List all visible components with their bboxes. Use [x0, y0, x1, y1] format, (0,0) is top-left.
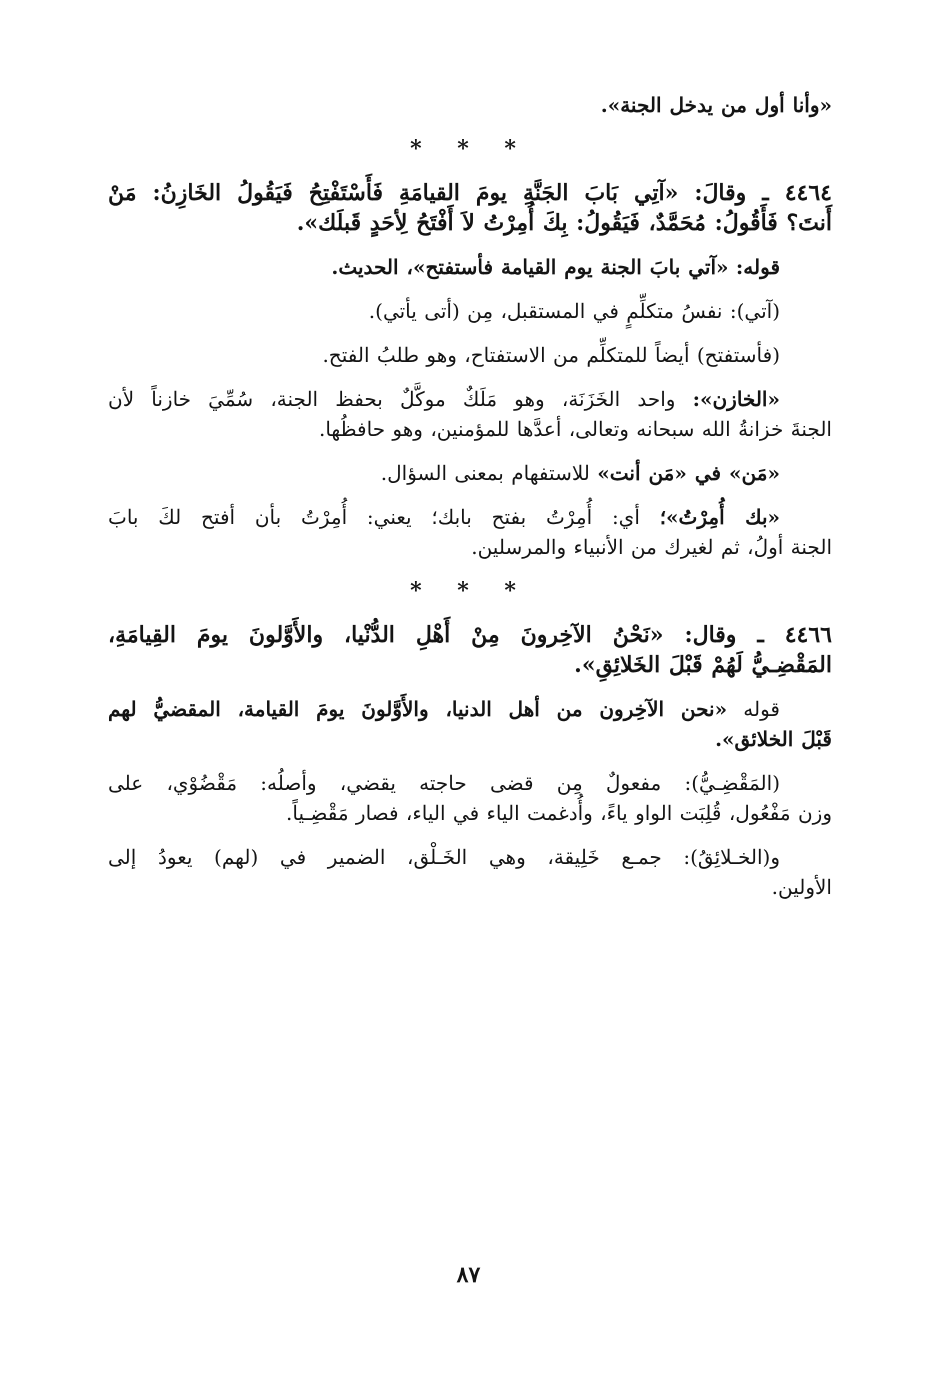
commentary-line: [108, 502, 832, 532]
commentary-paragraph: [108, 842, 832, 902]
commentary-paragraph: [108, 768, 832, 828]
section-separator: * * *: [410, 136, 530, 162]
commentary-line: الأولين.: [771, 875, 832, 899]
commentary-line: الجنة أولُ، ثم لغيرك من الأنبياء والمرسلين.: [471, 535, 832, 559]
commentary-label: قوله: [743, 697, 780, 721]
commentary-quote: «آتي بابَ الجنة يوم القيامة فأستفتح»، الحديث.: [331, 255, 729, 279]
commentary-line: الجنةَ خزانةُ الله سبحانه وتعالى، أعدَّها للمؤمنين، وهو حافظُها.: [318, 417, 832, 441]
commentary-label: «مَن» في «مَن أنت»: [597, 461, 780, 485]
commentary-paragraph: [108, 458, 832, 488]
commentary-paragraph: (آتي): نفسُ متكلِّمٍ في المستقبل، مِن (أتى يأتي).: [368, 299, 780, 323]
hadith-line: أَنتَ؟ فَأَقُولُ: مُحَمَّدٌ، فَيَقُولُ: بِكَ أُمِرْتُ لاَ أَفْتَحُ لِأحَدٍ قَبلَك».: [296, 210, 832, 236]
commentary-quote: «نحن الآخِرون من أهل الدنيا، والأَوَّلونَ يومَ القيامة، المقضيُّ لهم: [108, 697, 728, 721]
commentary-label: «الخازن»:: [692, 387, 780, 411]
commentary-line: [108, 384, 832, 414]
commentary-paragraph: [108, 252, 832, 282]
commentary-paragraph: [108, 694, 832, 754]
hadith-4466: [108, 620, 832, 680]
commentary-label: قوله:: [735, 255, 780, 279]
commentary-paragraph: [108, 384, 832, 444]
commentary-label: «بك أُمِرْتُ»؛: [659, 505, 781, 529]
hadith-line: ٤٤٦٤ ـ وقالَ: «آتِي بَابَ الجَنَّةِ يومَ القيامَةِ فَأَسْتَفْتِحُ فَيَقُولُ الخَازِنُ: مَنْ: [108, 180, 832, 206]
page-number: ٨٧: [456, 1262, 481, 1288]
commentary-line: و(الخـلائِقُ): جمـع خَلِيقة، وهي الخَـلْق، الضمير في (لهم) يعودُ إلى: [108, 845, 780, 869]
hadith-4464: [108, 178, 832, 238]
section-separator: * * *: [410, 578, 530, 604]
commentary-line: قَبْلَ الخلائق».: [715, 727, 832, 751]
commentary-text: أي: أُمِرْتُ بفتح بابك؛ يعني: أُمِرْتُ بأن أفتح لكَ بابَ: [108, 505, 640, 529]
hadith-line: المَقْضِـيُّ لَهُمْ قَبْلَ الخَلائِقِ».: [574, 652, 832, 678]
page-body: [108, 90, 832, 916]
commentary-text: للاستفهام بمعنى السؤال.: [380, 461, 590, 485]
opening-quote: «وأنا أول من يدخل الجنة».: [600, 93, 832, 117]
hadith-line: ٤٤٦٦ ـ وقال: «نَحْنُ الآخِرونَ مِنْ أَهْلِ الدُّنْيا، والأَوَّلونَ يومَ القِيامَةِ،: [108, 622, 832, 648]
commentary-line: (المَقْضِـيُّ): مفعولٌ مِن قضى حاجته يقضي، وأصلُه: مَقْضُوْي، على: [108, 771, 780, 795]
commentary-text: واحد الخَزَنَة، وهو مَلَكٌ موكَّلٌ بحفظ الجنة، سُمِّيَ خازناً لأن: [108, 387, 676, 411]
commentary-paragraph: (فأستفتح) أيضاً للمتكلِّم من الاستفتاح، وهو طلبُ الفتح.: [322, 343, 780, 367]
commentary-line: وزن مَفْعُول، قُلِبَت الواو ياءً، وأُدغمت الياء في الياء، فصار مَقْضِـياً.: [286, 801, 832, 825]
commentary-line: [108, 694, 832, 724]
commentary-paragraph: [108, 502, 832, 562]
